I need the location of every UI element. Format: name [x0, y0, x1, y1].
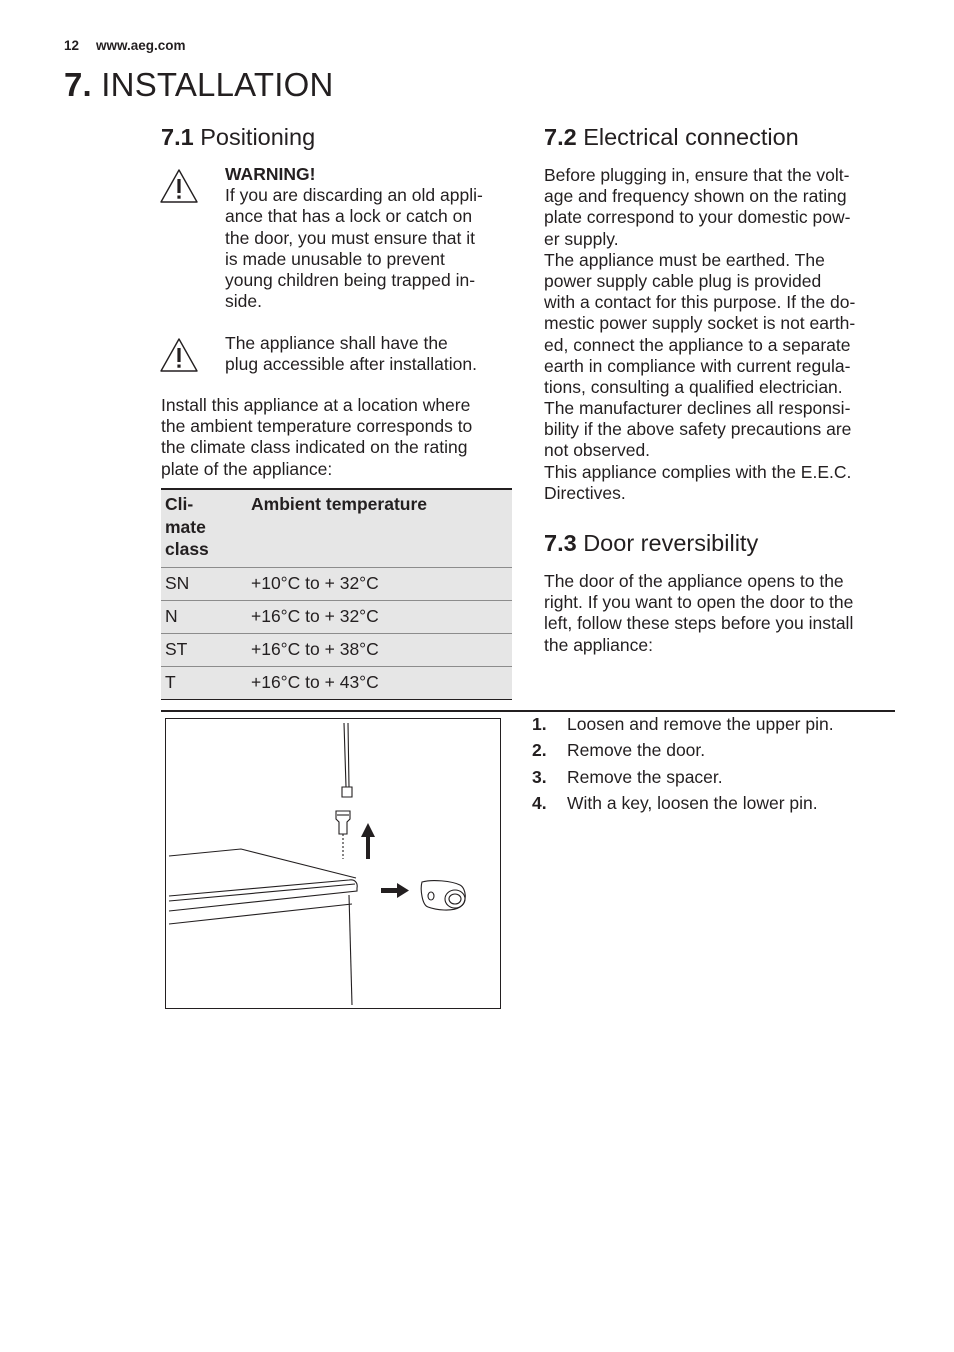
table-row — [161, 600, 512, 633]
warning-line: If you are discarding an old appli- — [225, 185, 483, 206]
electrical-line: er supply. — [544, 228, 619, 249]
step-number: 1. — [532, 714, 547, 734]
warning-triangle-icon — [159, 168, 199, 204]
warning-line: the door, you must ensure that it — [225, 227, 476, 248]
electrical-line: Directives. — [544, 482, 626, 503]
intro-line: the ambient temperature corresponds to — [161, 416, 473, 437]
electrical-line: tions, consulting a qualified electrician. — [544, 376, 843, 397]
climate-class-table — [161, 488, 512, 700]
step-text: Loosen and remove the upper pin. — [567, 714, 834, 734]
intro-line: Install this appliance at a location where — [161, 395, 471, 415]
step-text: Remove the door. — [567, 740, 706, 761]
temperature-cell: +16°C to + 32°C — [247, 600, 512, 633]
positioning-title: Positioning — [200, 124, 316, 150]
section-title-text: INSTALLATION — [101, 66, 334, 103]
warning-line: young children being trapped in- — [225, 269, 476, 290]
electrical-number: 7.2 — [544, 124, 577, 150]
electrical-line: This appliance complies with the E.E.C. — [544, 461, 852, 482]
climate-class-cell: SN — [161, 567, 247, 600]
positioning-number: 7.1 — [161, 124, 194, 150]
positioning-heading — [161, 124, 315, 151]
note-line: The appliance shall have the — [225, 333, 448, 353]
table-header-row — [161, 489, 512, 567]
header-line: mate — [165, 516, 206, 537]
note-line: plug accessible after installation. — [225, 354, 477, 375]
door-line: left, follow these steps before you install — [544, 613, 854, 634]
warning-block — [225, 164, 483, 312]
table-row — [161, 567, 512, 600]
door-heading — [544, 530, 758, 557]
electrical-heading — [544, 124, 799, 151]
header-line: class — [165, 539, 209, 559]
climate-class-cell: T — [161, 666, 247, 699]
step-text: With a key, loosen the lower pin. — [567, 792, 818, 813]
climate-intro — [161, 395, 472, 480]
climate-class-header — [161, 489, 247, 567]
door-number: 7.3 — [544, 530, 577, 556]
door-title: Door reversibility — [583, 530, 759, 556]
door-line: The door of the appliance opens to the — [544, 571, 844, 591]
electrical-line: with a contact for this purpose. If the do- — [544, 292, 856, 313]
electrical-line: power supply cable plug is provided — [544, 270, 822, 291]
header-line: Cli- — [165, 494, 194, 514]
section-divider — [161, 710, 895, 712]
door-hinge-illustration — [165, 718, 501, 1009]
door-line: the appliance: — [544, 634, 653, 655]
warning-triangle-icon — [159, 337, 199, 373]
note-block — [225, 333, 477, 375]
electrical-line: Before plugging in, ensure that the volt- — [544, 165, 850, 185]
table-row — [161, 633, 512, 666]
page-number: 12 — [64, 38, 80, 53]
step-number: 4. — [532, 792, 547, 813]
electrical-line: bility if the above safety precautions are — [544, 419, 852, 440]
intro-line: the climate class indicated on the rating — [161, 437, 468, 458]
warning-line: side. — [225, 291, 262, 312]
climate-class-cell: N — [161, 600, 247, 633]
electrical-line: plate correspond to your domestic pow- — [544, 207, 851, 228]
warning-label: WARNING! — [225, 164, 316, 184]
intro-line: plate of the appliance: — [161, 458, 333, 479]
door-text — [544, 571, 853, 656]
section-number: 7. — [64, 66, 92, 103]
temperature-cell: +10°C to + 32°C — [247, 567, 512, 600]
table-row — [161, 666, 512, 699]
electrical-text — [544, 165, 855, 504]
electrical-line: age and frequency shown on the rating — [544, 186, 847, 207]
section-title — [64, 66, 334, 104]
warning-line: is made unusable to prevent — [225, 248, 445, 269]
temperature-cell: +16°C to + 38°C — [247, 633, 512, 666]
climate-class-cell: ST — [161, 633, 247, 666]
warning-line: ance that has a lock or catch on — [225, 206, 473, 227]
step-number: 2. — [532, 740, 547, 761]
step-text: Remove the spacer. — [567, 766, 723, 787]
electrical-line: ed, connect the appliance to a separate — [544, 334, 851, 355]
electrical-title: Electrical connection — [583, 124, 799, 150]
site-url: www.aeg.com — [96, 38, 186, 53]
electrical-line: earth in compliance with current regula- — [544, 355, 851, 376]
electrical-line: The manufacturer declines all responsi- — [544, 398, 851, 419]
electrical-line: not observed. — [544, 440, 651, 461]
electrical-line: mestic power supply socket is not earth- — [544, 313, 856, 334]
ambient-temperature-header: Ambient temperature — [247, 489, 512, 567]
door-line: right. If you want to open the door to the — [544, 592, 854, 613]
electrical-line: The appliance must be earthed. The — [544, 249, 825, 270]
step-number: 3. — [532, 766, 547, 787]
temperature-cell: +16°C to + 43°C — [247, 666, 512, 699]
